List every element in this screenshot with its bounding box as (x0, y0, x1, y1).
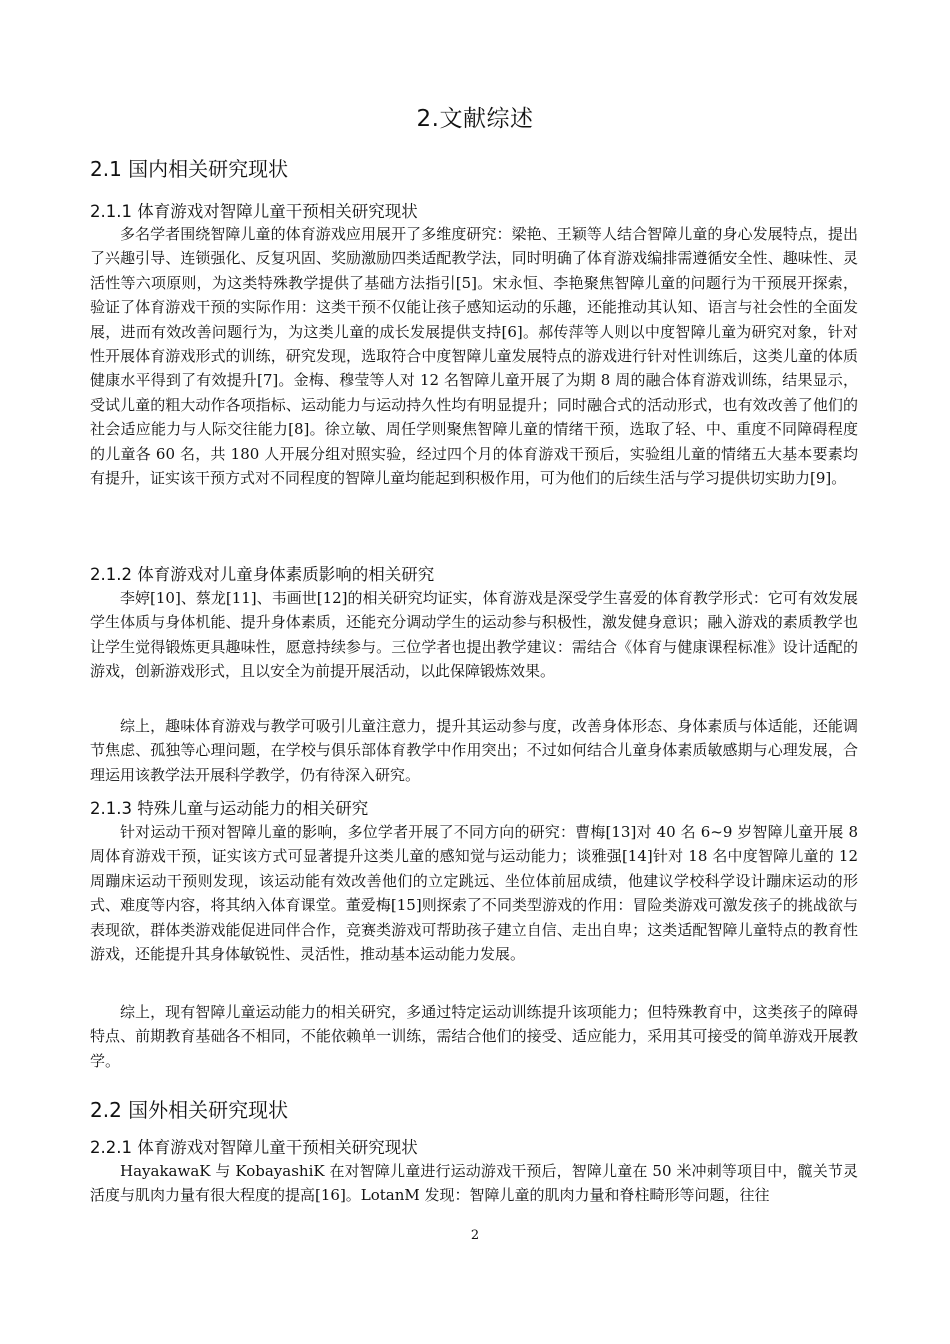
paragraph-2-1-3-b: 综上，现有智障儿童运动能力的相关研究，多通过特定运动训练提升该项能力；但特殊教育中，这类孩子的障碍特点、前期教育基础各不相同，不能依赖单一训练，需结合他们的接受、适应能力，采用其可接受的简单游戏开展教学。 (90, 1003, 858, 1070)
section-heading-2-2: 2.2 国外相关研究现状 (90, 1098, 289, 1122)
section-heading-2-1: 2.1 国内相关研究现状 (90, 157, 289, 181)
subsection-heading-2-1-3: 2.1.3 特殊儿童与运动能力的相关研究 (90, 799, 369, 818)
paragraph-2-1-2-a: 李婷[10]、蔡龙[11]、韦画世[12]的相关研究均证实，体育游戏是深受学生喜爱的体育教学形式：它可有效发展学生体质与身体机能、提升身体素质，还能充分调动学生的运动参与积极性，激发健身意识；融入游戏的素质教学也让学生觉得锻炼更具趣味性，愿意持续参与。三位学者也提出教学建议：需结合《体育与健康课程标准》设计适配的游戏，创新游戏形式，且以安全为前提开展活动，以此保障锻炼效果。 (90, 589, 858, 681)
paragraph-2-1-1: 多名学者围绕智障儿童的体育游戏应用展开了多维度研究：梁艳、王颖等人结合智障儿童的身心发展特点，提出了兴趣引导、连锁强化、反复巩固、奖励激励四类适配教学法，同时明确了体育游戏编排需遵循安全性、趣味性、灵活性等六项原则，为这类特殊教学提供了基础方法指引[5]。宋永恒、李艳聚焦智障儿童的问题行为干预展开探索，验证了体育游戏干预的实际作用：这类干预不仅能让孩子感知运动的乐趣，还能推动其认知、语言与社会性的全面发展，进而有效改善问题行为，为这类儿童的成长发展提供支持[6]。郝传萍等人则以中度智障儿童为研究对象，针对性开展体育游戏形式的训练，研究发现，选取符合中度智障儿童发展特点的游戏进行针对性训练后，这类儿童的体质健康水平得到了有效提升[7]。金梅、穆莹等人对 12 名智障儿童开展了为期 8 周的融合体育游戏训练，结果显示，受试儿童的粗大动作各项指标、运动能力与运动持久性均有明显提升；同时融合式的活动形式，也有效改善了他们的社会适应能力与人际交往能力[8]。徐立敏、周任学则聚焦智障儿童的情绪干预，选取了轻、中、重度不同障碍程度的儿童各 60 名，共 180 人开展分组对照实验，经过四个月的体育游戏干预后，实验组儿童的情绪五大基本要素均有提升，证实该干预方式对不同程度的智障儿童均能起到积极作用，可为他们的后续生活与学习提供切实助力[9]。 (90, 225, 858, 488)
paragraph-2-1-2-b: 综上，趣味体育游戏与教学可吸引儿童注意力，提升其运动参与度，改善身体形态、身体素质与体适能，还能调节焦虑、孤独等心理问题，在学校与俱乐部体育教学中作用突出；不过如何结合儿童身体素质敏感期与心理发展，合理运用该教学法开展科学教学，仍有待深入研究。 (90, 717, 858, 784)
chapter-title: 2.文献综述 (416, 106, 534, 132)
paragraph-2-1-3-a: 针对运动干预对智障儿童的影响，多位学者开展了不同方向的研究：曹梅[13]对 40 名 6~9 岁智障儿童开展 8 周体育游戏干预，证实该方式可显著提升这类儿童的感知觉与运动能力；谈雅强[14]针对 18 名中度智障儿童的 12 周蹦床运动干预则发现，该运动能有效改善他们的立定跳远、坐位体前屈成绩，他建议学校科学设计蹦床运动的形式、难度等内容，将其纳入体育课堂。董爱梅[15]则探索了不同类型游戏的作用：冒险类游戏可激发孩子的挑战欲与表现欲，群体类游戏能促进同伴合作，竞赛类游戏可帮助孩子建立自信、走出自卑；这类适配智障儿童特点的教育性游戏，还能提升其身体敏锐性、灵活性，推动基本运动能力发展。 (90, 823, 858, 964)
page-number: 2 (470, 1228, 480, 1243)
subsection-heading-2-2-1: 2.2.1 体育游戏对智障儿童干预相关研究现状 (90, 1138, 418, 1157)
subsection-heading-2-1-2: 2.1.2 体育游戏对儿童身体素质影响的相关研究 (90, 565, 435, 584)
subsection-heading-2-1-1: 2.1.1 体育游戏对智障儿童干预相关研究现状 (90, 202, 418, 221)
paragraph-2-2-1: HayakawaK 与 KobayashiK 在对智障儿童进行运动游戏干预后，智障儿童在 50 米冲刺等项目中，髋关节灵活度与肌肉力量有很大程度的提高[16]。LotanM 发现：智障儿童的肌肉力量和脊柱畸形等问题，往往 (90, 1162, 858, 1205)
